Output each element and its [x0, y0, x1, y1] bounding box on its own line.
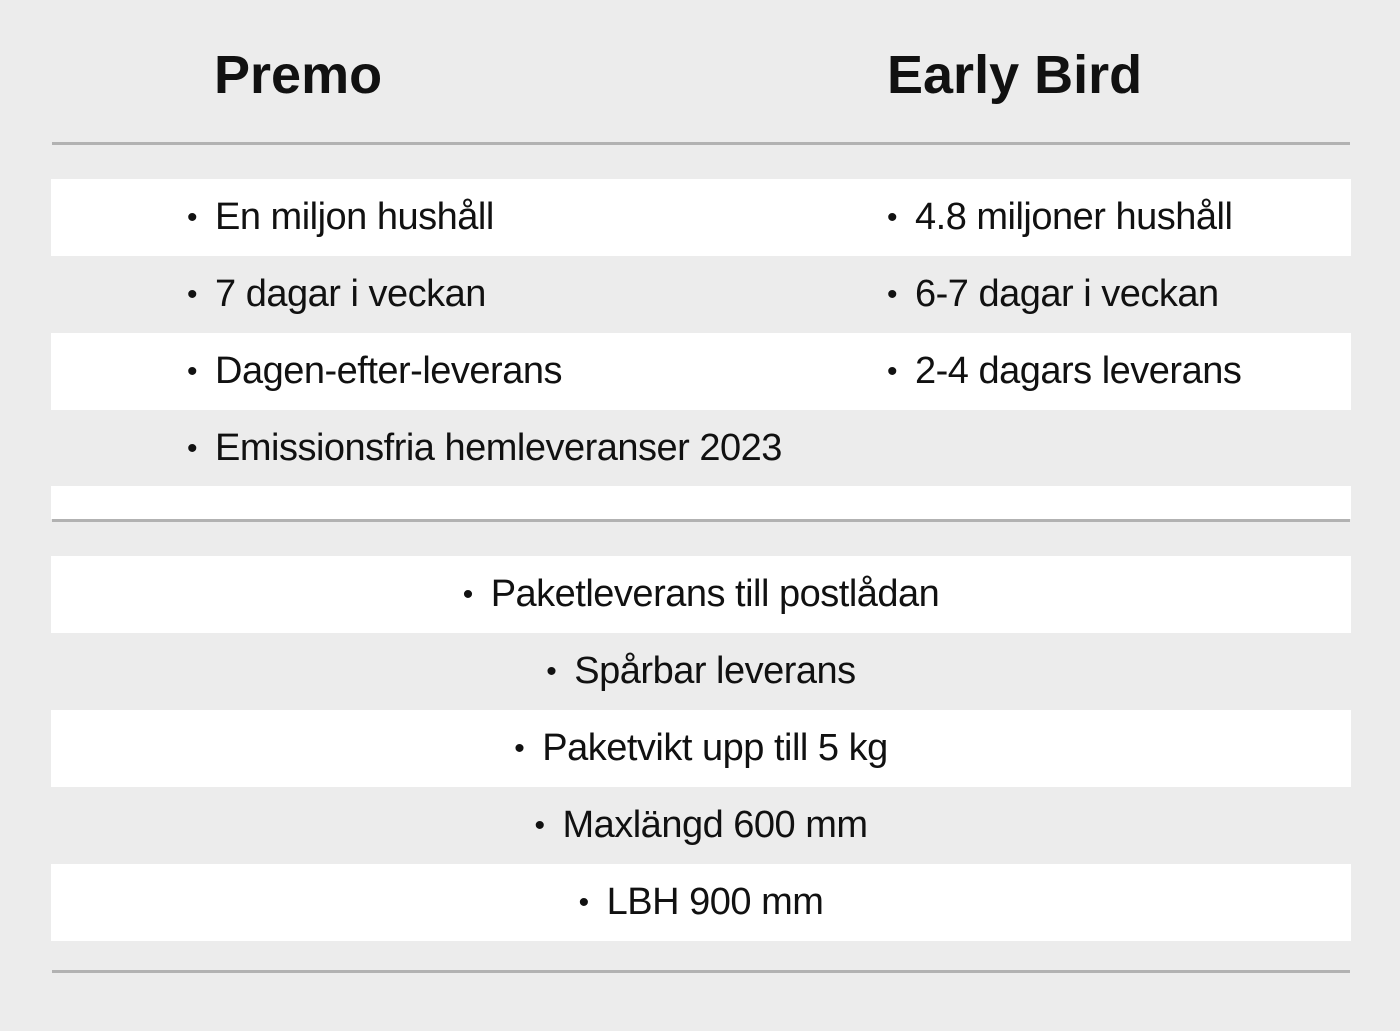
bullet-icon: •	[534, 808, 545, 842]
early-bird-item-text: 4.8 miljoner hushåll	[915, 196, 1233, 238]
premo-item-text: 7 dagar i veckan	[215, 273, 486, 315]
shared-feature-text: Paketleverans till postlådan	[490, 573, 940, 615]
early-bird-heading: Early Bird	[887, 45, 1143, 105]
bullet-icon: •	[187, 354, 198, 388]
bullet-icon: •	[187, 200, 198, 234]
bullet-icon: •	[578, 885, 589, 919]
premo-item	[187, 410, 782, 487]
shared-feature-item	[51, 556, 1351, 633]
bullet-icon: •	[514, 731, 525, 765]
bullet-icon: •	[462, 577, 473, 611]
bullet-icon: •	[546, 654, 557, 688]
shared-feature-text: Spårbar leverans	[574, 650, 856, 692]
premo-heading: Premo	[214, 45, 383, 105]
early-bird-item-text: 2-4 dagars leverans	[915, 350, 1242, 392]
bullet-icon: •	[887, 277, 898, 311]
premo-item-text: En miljon hushåll	[215, 196, 494, 238]
early-bird-item	[887, 333, 1241, 410]
bullet-icon: •	[887, 354, 898, 388]
shared-feature-text: Maxlängd 600 mm	[562, 804, 868, 846]
middle-divider	[52, 519, 1350, 522]
bottom-divider	[52, 970, 1350, 973]
bullet-icon: •	[887, 200, 898, 234]
premo-item-text: Emissionsfria hemleveranser 2023	[215, 427, 782, 469]
early-bird-item-text: 6-7 dagar i veckan	[915, 273, 1219, 315]
comparison-row	[51, 179, 1351, 256]
comparison-row	[51, 256, 1351, 333]
comparison-row	[51, 333, 1351, 410]
premo-item	[187, 256, 486, 333]
premo-item	[187, 179, 494, 256]
bullet-icon: •	[187, 431, 198, 465]
early-bird-item	[887, 256, 1219, 333]
premo-item	[187, 333, 562, 410]
shared-feature-item	[51, 710, 1351, 787]
bullet-icon: •	[187, 277, 198, 311]
row-stripe	[51, 486, 1351, 519]
shared-feature-text: Paketvikt upp till 5 kg	[542, 727, 888, 769]
top-divider	[52, 142, 1350, 145]
shared-feature-item	[51, 864, 1351, 941]
early-bird-item	[887, 179, 1232, 256]
shared-feature-item	[51, 787, 1351, 864]
shared-feature-item	[51, 633, 1351, 710]
premo-item-text: Dagen-efter-leverans	[215, 350, 562, 392]
shared-feature-text: LBH 900 mm	[606, 881, 824, 923]
comparison-row	[51, 410, 1351, 487]
